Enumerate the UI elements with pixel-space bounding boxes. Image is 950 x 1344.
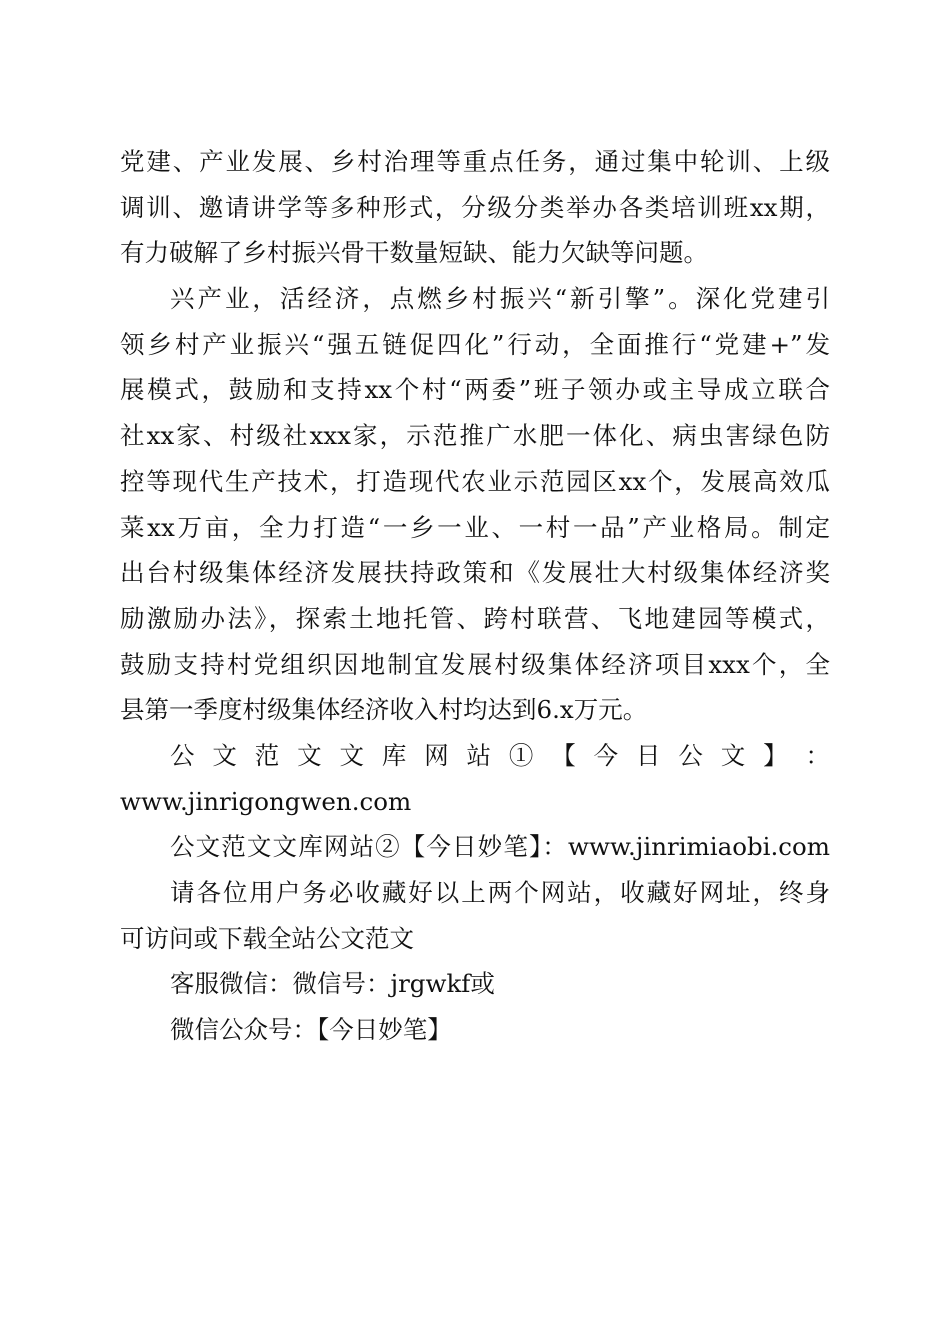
paragraph-line: 控等现代生产技术，打造现代农业示范园区xx个，发展高效瓜: [120, 466, 830, 496]
paragraph-line: 展模式，鼓励和支持xx个村“两委”班子领办或主导成立联合: [120, 375, 830, 405]
wechat-account-line: 微信公众号：【今日妙笔】: [170, 1015, 452, 1045]
paragraph-line: 社xx家、村级社xxx家，示范推广水肥一体化、病虫害绿色防: [120, 421, 830, 451]
notice-line: 请各位用户务必收藏好以上两个网站，收藏好网址，终身: [170, 878, 830, 907]
notice-line: 可访问或下载全站公文范文: [120, 923, 414, 953]
paragraph-line: 县第一季度村级集体经济收入村均达到6.x万元。: [120, 695, 648, 725]
paragraph-line: 领乡村产业振兴“强五链促四化”行动，全面推行“党建+”发: [120, 329, 830, 359]
website-url: www.jinrigongwen.com: [120, 786, 412, 816]
customer-service-line: 客服微信：微信号：jrgwkf或: [170, 969, 495, 999]
paragraph-line: 调训、邀请讲学等多种形式，分级分类举办各类培训班xx期，: [120, 192, 830, 222]
paragraph-line: 有力破解了乡村振兴骨干数量短缺、能力欠缺等问题。: [120, 238, 708, 268]
paragraph-line: 党建、产业发展、乡村治理等重点任务，通过集中轮训、上级: [120, 147, 830, 176]
paragraph-line: 出台村级集体经济发展扶持政策和《发展壮大村级集体经济奖: [120, 558, 830, 588]
website-line: 公 文 范 文 文 库 网 站 ① 【 今 日 公 文 】 ：: [170, 740, 830, 770]
document-body: [120, 139, 830, 1053]
paragraph-line: 兴产业，活经济，点燃乡村振兴“新引擎”。深化党建引: [170, 284, 830, 314]
paragraph-line: 鼓励支持村党组织因地制宜发展村级集体经济项目xxx个，全: [120, 649, 830, 679]
website-line: 公文范文文库网站②【今日妙笔】：www.jinrimiaobi.com: [170, 832, 830, 862]
paragraph-line: 励激励办法》，探索土地托管、跨村联营、飞地建园等模式，: [120, 603, 830, 633]
paragraph-line: 菜xx万亩，全力打造“一乡一业、一村一品”产业格局。制定: [120, 512, 830, 542]
